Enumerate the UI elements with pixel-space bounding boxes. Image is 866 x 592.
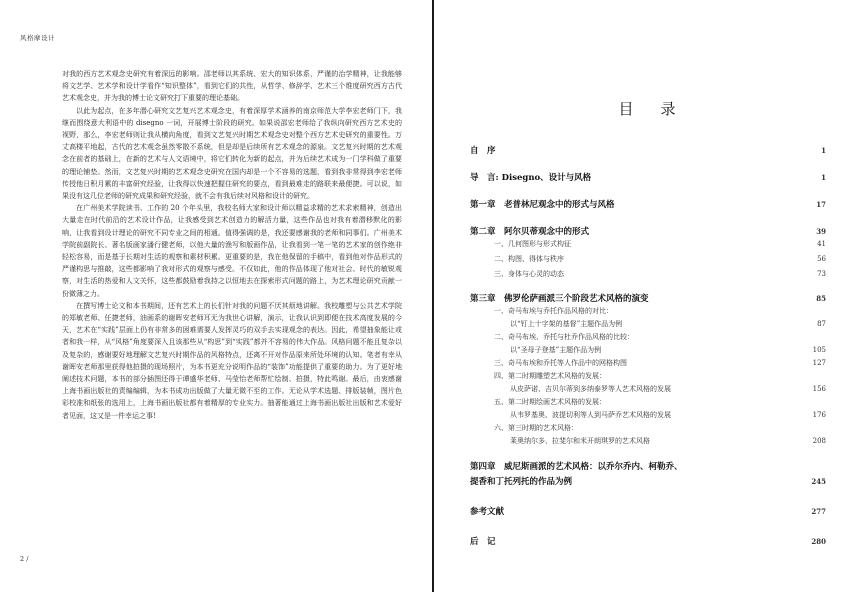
toc-page: 208 (812, 437, 826, 445)
toc-label: 一、几何图形与形式构征 (494, 240, 571, 248)
toc-entry[interactable] (470, 475, 826, 487)
toc-label: 导 言: Disegno、设计与风格 (470, 173, 592, 183)
toc-label: 自 序 (470, 146, 496, 156)
toc-page: 85 (816, 294, 826, 303)
toc-page: 17 (816, 200, 826, 209)
toc-page: 245 (811, 477, 826, 486)
toc-page: 41 (817, 240, 826, 248)
toc-entry[interactable] (470, 535, 826, 547)
toc-page: 73 (817, 270, 826, 278)
table-of-contents (470, 140, 826, 547)
toc-entry[interactable] (470, 319, 826, 329)
toc-label: 从皮萨诺、吉贝尔蒂到多纳泰罗等人艺术风格的发展 (510, 385, 671, 393)
running-head: 风格摩设计 (20, 34, 55, 42)
toc-page: 39 (816, 227, 826, 236)
paragraph: 以此为起点，在多年潜心研究文艺复兴艺术观念史，有着深厚学术涵养的南京师范大学李宏老师门下，我继而围绕意大利语中的 disegno 一词，开展博士阶段的研究。如果说邵宏老师给了我纵向研究西方艺术史的视野，那么，李宏老师则让我从横向角度，看到文艺复兴时期艺术观念史对整个西方艺术史研究的重要性。万丈高楼平地起，古代的艺术观念虽然零散不系统，但是却是后续所有艺术观念的源泉。文艺复兴时期的艺术观念在前者的基础上，在新的艺术与人文语境中，将它们转化为新的起点，并为后续艺术成为一门学科做了重要的理论铺垫。然而，文艺复兴时期的艺术观念史研究在国内却是一个不容易的选题，看到我非常得到李宏老师传授他日积月累的丰富研究经验，让我得以快速把握住研究的要点，看到最难走的路联来最便捷。可以说，如果没有这几位老师的研究成果和研究经验，就不会有我后续对风格和设计的研究。 (62, 106, 402, 201)
toc-entry[interactable] (470, 292, 826, 304)
toc-entry[interactable] (470, 198, 826, 210)
toc-entry[interactable] (470, 505, 826, 517)
toc-label: 五、第二时期绘画艺术风格的发展： (494, 398, 606, 406)
body-text (62, 68, 402, 422)
toc-entry[interactable] (470, 384, 826, 394)
paragraph: 对我的西方艺术观念史研究有着深远的影响。邵老师以其系统、宏大的知识体系，严谨的治学精神，让我能够将文艺学、艺术学和设计学看作“知识整体”，看到它们的共性，从哲学、修辞学、艺术三个维度研究西方古代艺术观念史，并为我的博士论文研究打下重要的理论基础。 (62, 70, 402, 103)
toc-entry[interactable] (470, 239, 826, 249)
toc-label: 第一章 老普林尼观念中的形式与风格 (470, 200, 615, 210)
right-page (434, 0, 866, 592)
toc-title: 目 录 (618, 100, 682, 118)
toc-label: 六、第三时期的艺术风格： (494, 424, 578, 432)
toc-label: 三、奇马布埃和乔托等人作品中的网格构图 (494, 359, 627, 367)
toc-page: 176 (812, 411, 826, 419)
left-page (0, 0, 432, 592)
toc-entry[interactable] (470, 358, 826, 368)
toc-label: 参考文献 (470, 507, 505, 517)
toc-entry[interactable] (470, 423, 826, 433)
toc-label: 以“圣母子登基”主题作品为例 (510, 346, 602, 354)
toc-entry[interactable] (470, 225, 826, 237)
toc-label: 以“钉上十字架的基督”主题作品为例 (510, 320, 623, 328)
toc-label: 一、奇马布埃与乔托作品风格的对比： (494, 307, 613, 315)
toc-entry[interactable] (470, 371, 826, 381)
toc-entry[interactable] (470, 171, 826, 183)
toc-page: 127 (812, 359, 826, 367)
toc-label: 三、身体与心灵的动态 (494, 270, 564, 278)
toc-label: 第二章 阿尔贝蒂观念中的形式 (470, 227, 590, 237)
toc-entry[interactable] (470, 332, 826, 342)
toc-label: 二、奇马布埃、乔托与杜乔作品风格的比较： (494, 333, 634, 341)
toc-entry[interactable] (470, 144, 826, 156)
toc-label: 提香和丁托列托的作品为例 (470, 477, 573, 487)
toc-entry[interactable] (470, 410, 826, 420)
paragraph: 在撰写博士论文和本书期间，还有艺术上的长们针对我的问题不厌其烦地讲解。我校雕塑与公共艺术学院的郑敏老师、任捷老师，油画系的谢晖安老师耳无为我世心讲解，演示，让我认识到即便在技术高度发展的今天，艺术在“实践”层面上仍有非常多的困难需要人发挥灵巧的双手去实现观念的表达。因此，希望抽象能让或者和我一样，从“风格”角度要深入且该那些从“构思”到“实践”都并不容易的伟大作品。风格问题不能且复杂以及复杂的，感谢要好地理解文艺复兴时期作品的风格特点，还离不开对作品原来所处环境的认知。笔者有幸从谢晖安老师那里获得他拍摄的现场照片，为本书更充分说明作品的“装饰”功能提供了重要的助力。为了更好地阐述技术问题，本书的部分插图还得于谭盛华老师、马莹怡老师帮忙绘制、拍摄，特此鸣谢。最后，由衷感谢上海书画出版社的责编编辑，为本书成功出版做了大量无微不至的工作。无论从学术选题、排版装帧，图片色彩校准和纸张的选用上，上海书画出版社都有着精厚的专业实力。抽著能通过上海书画出版社出版和艺术爱好者见面，这又是一件幸运之事! (62, 301, 402, 420)
toc-entry[interactable] (470, 254, 826, 264)
toc-entry[interactable] (470, 345, 826, 355)
toc-page: 277 (811, 507, 826, 516)
toc-entry[interactable] (470, 269, 826, 279)
toc-page: 156 (812, 385, 826, 393)
toc-label: 第四章 威尼斯画派的艺术风格：以乔尔乔内、柯勒乔、 (470, 462, 683, 472)
toc-page: 1 (821, 173, 826, 182)
toc-page: 56 (817, 255, 826, 263)
toc-label: 莱奥纳尔多、拉斐尔和米开朗琪罗的艺术风格 (510, 437, 650, 445)
toc-entry[interactable] (470, 397, 826, 407)
toc-label: 二、构图、得体与秩序 (494, 255, 564, 263)
paragraph: 在广州美术学院读书、工作的 20 个年头里，我校名师大家和设计师以精益求精的艺术求索精神，创造出大量走在时代前沿的艺术设计作品，让我感受到艺术创造力的解活力量，这些作品也对我有着潜移默化的影响，让我看到设计理论的研究不同专业之间的相通。值得强调的是，我还要感谢我的老师和同事们。广州美术学院前副院长、著名版画家潘行健老师，以他大量的渔写和版画作品，让我看到一笔一笔的艺术家的创作绝非轻松容易，而是基于长期对生活的观察和素材积累。更重要的是，我在他保留的手稿中，看到他对作品形式的严谨构思与推敲，这些都影响了我对形式的观察与感受。不仅如此，他的作品体现了他对社会、时代的敏锐观察，对生活的热爱和人文关怀，这些都鼓励着我持之以恒地去在探索形式问题的路上，为艺术理论研究贡献一份微薄之力。 (62, 204, 402, 298)
toc-label: 第三章 佛罗伦萨画派三个阶段艺术风格的演变 (470, 294, 649, 304)
toc-entry[interactable] (470, 436, 826, 446)
page-number: 2 / (20, 555, 29, 563)
toc-page: 105 (812, 346, 826, 354)
toc-label: 从韦罗基奥、波提切利等人到马萨乔艺术风格的发展 (510, 411, 671, 419)
toc-page: 87 (817, 320, 826, 328)
toc-label: 后 记 (470, 537, 496, 547)
toc-label: 四、第二时期雕塑艺术风格的发展： (494, 372, 606, 380)
toc-page: 1 (821, 146, 826, 155)
toc-entry[interactable] (470, 306, 826, 316)
toc-entry[interactable] (470, 460, 826, 472)
toc-page: 280 (811, 537, 826, 546)
